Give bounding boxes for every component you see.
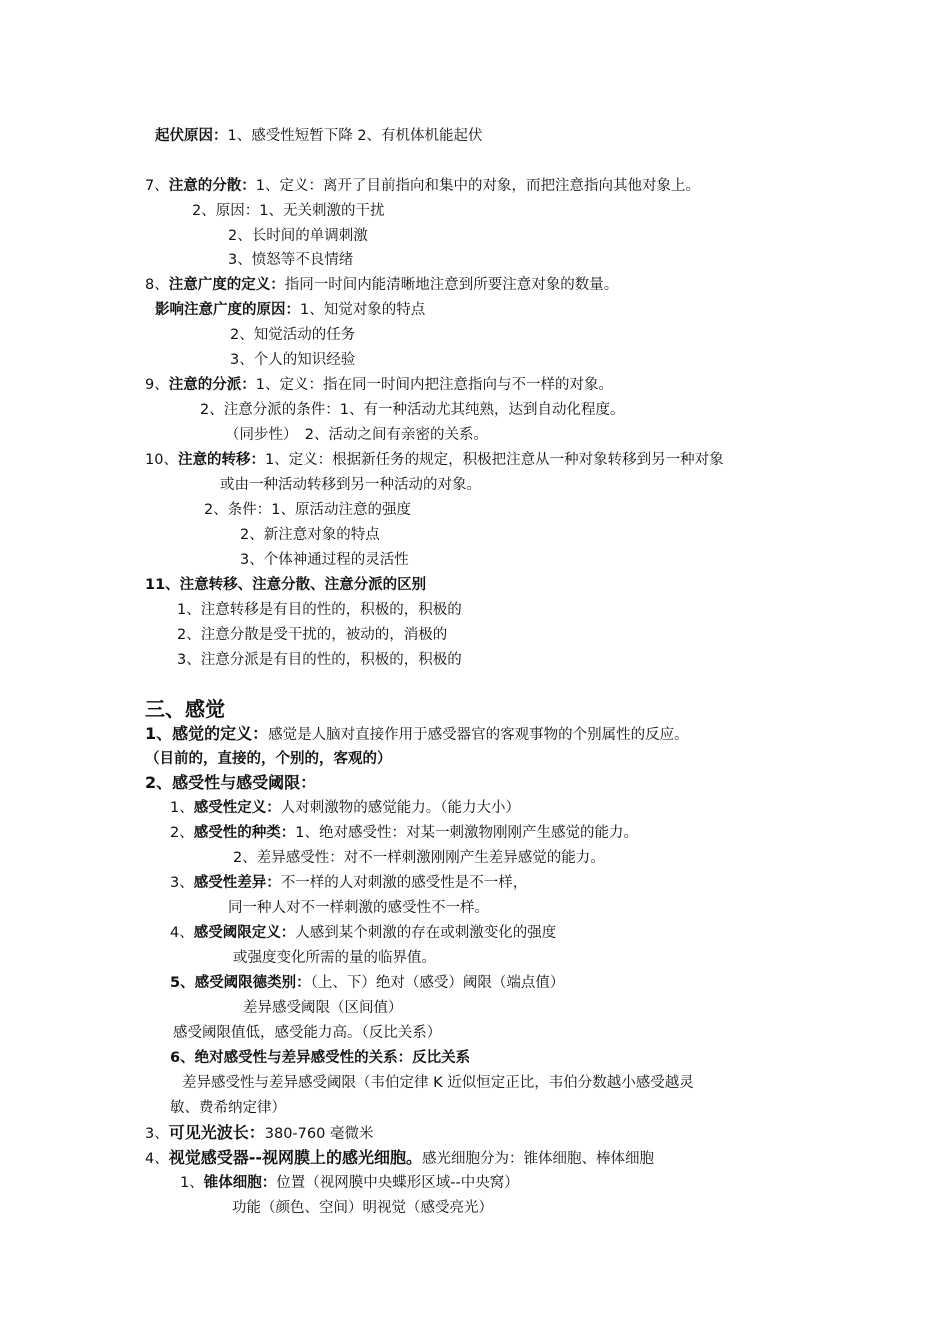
line-s2-3b: 同一种人对不一样刺激的感受性不一样。 (228, 900, 489, 916)
line-9-conditions: 2、注意分派的条件：1、有一种活动尤其纯熟，达到自动化程度。 (200, 402, 625, 418)
line-10-cont: 或由一种活动转移到另一种活动的对象。 (220, 477, 481, 493)
line-8-factors: 影响注意广度的原因：1、知觉对象的特点 (155, 302, 426, 318)
line-7-distraction: 7、注意的分散：1、定义：离开了目前指向和集中的对象，而把注意指向其他对象上。 (145, 178, 700, 194)
line-10-shift: 10、注意的转移：1、定义：根据新任务的规定，积极把注意从一种对象转移到另一种对象 (145, 452, 724, 468)
line-s2-5: 5、感受阈限德类别：（上、下）绝对（感受）阈限（端点值） (170, 975, 565, 991)
line-s3-wavelength: 3、可见光波长：380-760 毫微米 (145, 1123, 374, 1142)
line-9-division: 9、注意的分派：1、定义：指在同一时间内把注意指向与不一样的对象。 (145, 377, 613, 393)
line-fluctuation-cause: 起伏原因：1、感受性短暂下降 2、有机体机能起伏 (155, 128, 483, 144)
line-s4-cone-function: 功能（颜色、空间）明视觉（感受亮光） (232, 1200, 493, 1216)
line-11-heading: 11、注意转移、注意分散、注意分派的区别 (145, 577, 427, 593)
line-s2-1: 1、感受性定义：人对刺激物的感觉能力。（能力大小） (170, 800, 520, 816)
line-s2-2: 2、感受性的种类：1、绝对感受性：对某一刺激物刚刚产生感觉的能力。 (170, 825, 638, 841)
line-s1-definition: 1、感觉的定义：感觉是人脑对直接作用于感受器官的客观事物的个别属性的反应。 (145, 724, 689, 743)
line-7-causes: 2、原因：1、无关刺激的干扰 (192, 203, 385, 219)
line-s2-6c: 敏、费希纳定律） (170, 1100, 286, 1116)
line-s1-traits: （目前的，直接的，个别的，客观的） (145, 751, 392, 767)
line-7-cause-2: 2、长时间的单调刺激 (228, 228, 368, 244)
line-11-item-3: 3、注意分派是有目的性的，积极的，积极的 (177, 652, 462, 668)
line-s2-4: 4、感受阈限定义：人感到某个刺激的存在或刺激变化的强度 (170, 925, 557, 941)
line-s2-2b: 2、差异感受性：对不一样刺激刚刚产生差异感觉的能力。 (233, 850, 605, 866)
line-11-item-1: 1、注意转移是有目的性的，积极的，积极的 (177, 602, 462, 618)
line-8-factor-2: 2、知觉活动的任务 (230, 327, 356, 343)
line-s2-6: 6、绝对感受性与差异感受性的关系：反比关系 (170, 1050, 471, 1066)
line-10-conditions: 2、条件：1、原活动注意的强度 (204, 502, 411, 518)
line-11-item-2: 2、注意分散是受干扰的，被动的，消极的 (177, 627, 448, 643)
section-heading-sensation: 三、感觉 (145, 697, 225, 721)
line-s2-heading: 2、感受性与感受阈限： (145, 773, 317, 792)
line-10-cond-3: 3、个体神通过程的灵活性 (240, 552, 409, 568)
line-s4-receptor: 4、视觉感受器--视网膜上的感光细胞。感光细胞分为：锥体细胞、棒体细胞 (145, 1148, 655, 1167)
line-s2-6b: 差异感受性与差异感受阈限（韦伯定律 K 近似恒定正比，韦伯分数越小感受越灵 (182, 1075, 694, 1091)
line-8-span: 8、注意广度的定义：指同一时间内能清晰地注意到所要注意对象的数量。 (145, 277, 619, 293)
line-9-synchrony: （同步性） 2、活动之间有亲密的关系。 (225, 427, 488, 443)
line-s2-5b: 差异感受阈限（区间值） (243, 1000, 403, 1016)
line-7-cause-3: 3、愤怒等不良情绪 (228, 252, 354, 268)
line-10-cond-2: 2、新注意对象的特点 (240, 527, 380, 543)
line-s2-5c: 感受阈限值低，感受能力高。（反比关系） (173, 1025, 442, 1041)
line-8-factor-3: 3、个人的知识经验 (230, 352, 356, 368)
line-s2-4b: 或强度变化所需的量的临界值。 (233, 950, 436, 966)
line-s4-cone: 1、锥体细胞：位置（视网膜中央蝶形区域--中央窝） (180, 1175, 519, 1191)
line-s2-3: 3、感受性差异：不一样的人对刺激的感受性是不一样， (170, 875, 528, 891)
